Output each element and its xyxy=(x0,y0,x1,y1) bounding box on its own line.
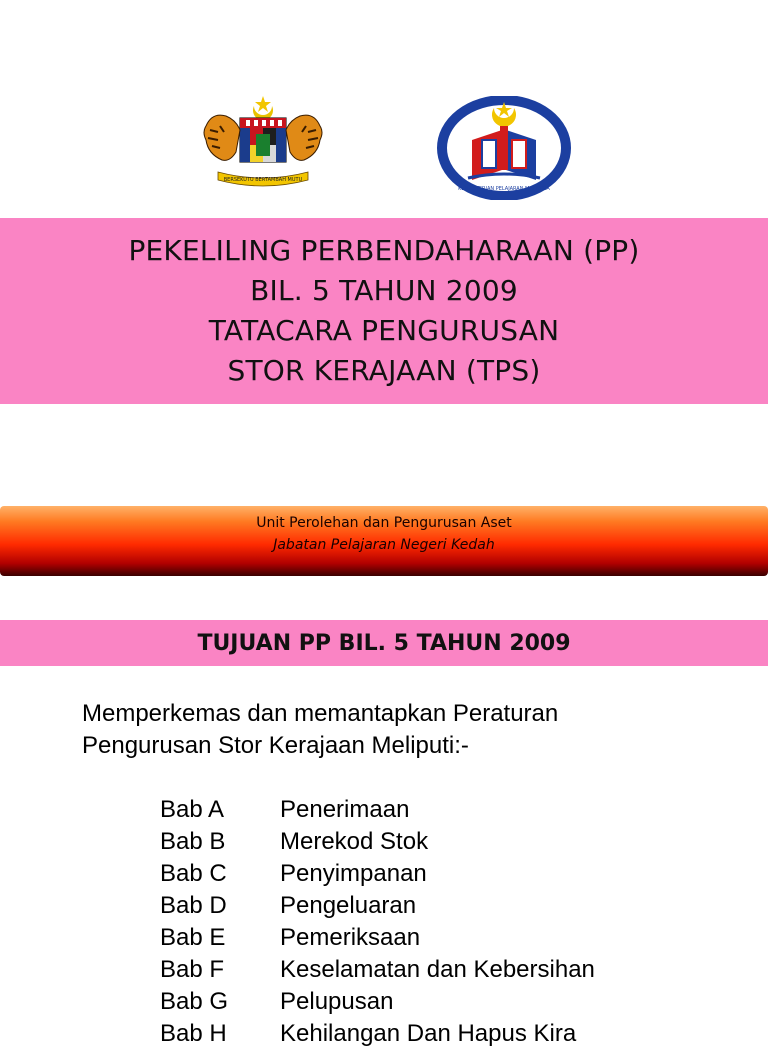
bab-code: Bab E xyxy=(160,924,226,951)
title-band xyxy=(0,218,768,404)
bab-name: Merekod Stok xyxy=(280,828,429,855)
list-item xyxy=(160,954,760,986)
crest-motto-text: BERSEKUTU BERTAMBAH MUTU xyxy=(223,177,303,183)
list-item xyxy=(160,826,760,858)
bab-code: Bab C xyxy=(160,860,227,887)
intro-paragraph xyxy=(82,698,722,762)
title-line-4: STOR KERAJAAN (TPS) xyxy=(227,354,541,387)
bab-code: Bab A xyxy=(160,796,225,823)
unit-banner xyxy=(0,506,768,576)
bab-code: Bab G xyxy=(160,988,229,1015)
ministry-of-education-logo-icon xyxy=(436,96,572,200)
bab-code: Bab F xyxy=(160,956,225,983)
list-item xyxy=(160,986,760,1018)
title-line-1: PEKELILING PERBENDAHARAAN (PP) xyxy=(128,234,640,267)
title-line-3: TATACARA PENGURUSAN xyxy=(208,314,560,347)
intro-line-2: Pengurusan Stor Kerajaan Meliputi:- xyxy=(82,732,469,759)
bab-name: Pengeluaran xyxy=(280,892,417,919)
title-line-2: BIL. 5 TAHUN 2009 xyxy=(250,274,518,307)
bab-name: Penerimaan xyxy=(280,796,410,823)
department-name: Jabatan Pelajaran Negeri Kedah xyxy=(273,537,495,553)
list-item xyxy=(160,890,760,922)
bab-name: Keselamatan dan Kebersihan xyxy=(280,956,595,983)
bab-code: Bab B xyxy=(160,828,226,855)
malaysia-coat-of-arms-icon xyxy=(196,96,330,192)
bab-name: Pemeriksaan xyxy=(280,924,421,951)
list-item xyxy=(160,922,760,954)
bab-code: Bab D xyxy=(160,892,227,919)
list-item xyxy=(160,1018,760,1050)
logo-row xyxy=(0,96,768,208)
bab-name: Kehilangan Dan Hapus Kira xyxy=(280,1020,577,1047)
bab-name: Pelupusan xyxy=(280,988,394,1015)
ministry-ring-text: KEMENTERIAN PELAJARAN MALAYSIA xyxy=(458,186,550,192)
list-item xyxy=(160,794,760,826)
bab-name: Penyimpanan xyxy=(280,860,427,887)
unit-name: Unit Perolehan dan Pengurusan Aset xyxy=(256,515,512,531)
intro-line-1: Memperkemas dan memantapkan Peraturan xyxy=(82,700,559,727)
section-header-band xyxy=(0,620,768,666)
bab-code: Bab H xyxy=(160,1020,227,1047)
bab-list xyxy=(160,794,760,1050)
section-title: TUJUAN PP BIL. 5 TAHUN 2009 xyxy=(197,630,571,656)
list-item xyxy=(160,858,760,890)
